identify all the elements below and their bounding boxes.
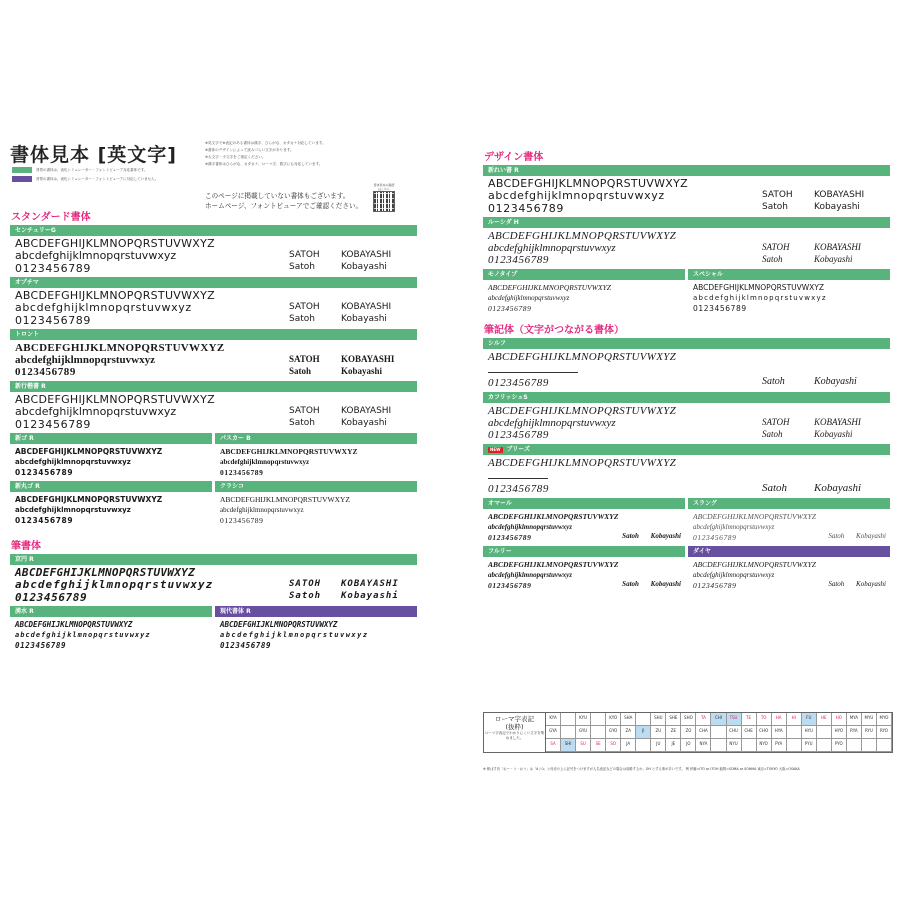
font-slang [688,498,890,546]
font-label: ダイヤ [688,546,890,557]
romaji-cell: JU [651,739,666,752]
sample-upper: ABCDEFGHIJKLMNOPQRSTUVWXYZ [15,495,163,504]
romaji-cell: JO [681,739,696,752]
notes [205,140,420,168]
font-sample [483,228,890,269]
romaji-cell [787,739,802,752]
romaji-cell: SHU [651,713,666,726]
font-sample [483,280,685,317]
romaji-cell: SHE [666,713,681,726]
name-mixed: Satoh [828,532,845,540]
font-sample [483,176,890,217]
romaji-desc: ローマ字表記でわかりにくい文字を集めました。 [484,731,545,740]
section-title: 筆記体（文字がつながる書体） [484,325,624,336]
sample-digits: 0123456789 [220,516,264,525]
sample-digits: 0123456789 [488,483,549,495]
romaji-cell: SHO [681,713,696,726]
romaji-cell: RYA [847,726,862,739]
font-sample [10,392,417,433]
standard-section [10,208,417,654]
romaji-cell: SA [546,739,561,752]
qr-label: 書体見本の確認はこちら [373,183,395,191]
sample-lower: abcdefghijklmnopqrstuvwxyz [15,506,131,514]
sample-names [289,353,417,379]
sample-upper: ABCDEFGHIJKLMNOPQRSTUVWXYZ [693,560,816,569]
sample-lower: abcdefghijklmnopqrstuvwxyz [220,631,369,639]
font-label: モノタイプ [483,269,685,280]
font-sample [483,509,685,546]
notice-line: このページに掲載していない書体もございます。 [205,192,350,200]
romaji-cell: CHI [711,713,726,726]
name-mixed: Satoh [289,418,315,428]
font-fleury [483,546,685,594]
sample-upper: ABCDEFGHIJKLMNOPQRSTUVWXYZ [693,512,816,521]
sample-names [762,241,890,267]
romaji-cell: ZU [651,726,666,739]
name-mixed: Satoh [762,482,788,494]
green-swatch [12,167,32,173]
romaji-cell: RYO [877,726,892,739]
section-title: デザイン書体 [484,152,544,163]
name-upper: KOBAYASHI [814,190,865,200]
font-sample [10,492,212,529]
romaji-cell: SHI [561,739,576,752]
sample-digits: 0123456789 [693,581,737,590]
name-mixed: Kobayashi [341,366,383,376]
name-mixed: Kobayashi [341,314,387,324]
romaji-cell [787,726,802,739]
font-label: ルーシダ H [483,217,890,228]
font-sample [688,509,890,546]
sample-upper: ABCDEFGHIJKLMNOPQRSTUVWXYZ [220,495,351,504]
name-upper: KOBAYASHI [341,354,395,364]
sample-digits: 0123456789 [693,304,747,313]
sample-digits: 0123456789 [15,314,91,327]
sample-digits: 0123456789 [15,418,91,431]
sample-lower: abcdefghijklmnopqrstuvwxyz [15,405,177,418]
romaji-cell: NYO [757,739,772,752]
romaji-cell: SHA [621,713,636,726]
sample-lower: abcdefghijklmnopqrstuvwxyz [15,458,131,466]
purple-swatch [12,176,32,182]
font-pascal [215,433,417,481]
name-upper: KOBAYASHI [341,406,392,416]
sample-lower: abcdefghijklmnopqrstuvwxyz [488,523,573,531]
font-sample [215,492,417,529]
name-mixed: Satoh [762,376,785,387]
sample-names [289,249,417,275]
romaji-cell: TA [696,713,711,726]
sample-upper: ABCDEFGHIJKLMNOPQRSTUVWXYZ [15,237,215,250]
font-sample [10,340,417,381]
romaji-cell: HO [832,713,847,726]
sample-upper: ABCDEFGHIJKLMNOPQRSTUVWXYZ [488,230,677,242]
romaji-cell: JE [666,739,681,752]
font-sample [10,617,212,654]
name-mixed: Satoh [289,591,322,601]
sample-digits: 0123456789 [488,581,532,590]
sample-lower: abcdefghijklmnopqrstuvwxyz [15,354,155,366]
half-row [483,269,890,317]
romaji-cell: NYU [727,739,742,752]
sample-digits: 0123456789 [220,468,264,477]
sample-lower: abcdefghijklmnopqrstuvwxyz [488,417,616,429]
font-label: 新丸ゴ R [10,481,212,492]
font-diamond [688,546,890,594]
sample-lower: abcdefghijklmnopqrstuvwxyz [488,242,616,254]
font-sample [483,455,890,498]
sample-upper: ABCDEFGHIJKLMNOPQRSTUVWXYZ [15,289,215,302]
sample-digits: 0123456789 [488,533,532,542]
font-label: シルフ [483,338,890,349]
sample-inline [488,580,685,591]
design-section [483,148,890,594]
sample-inline [488,532,685,543]
romaji-subtitle: (抜粋) [505,723,524,731]
romaji-cell: CHE [742,726,757,739]
font-sample [688,557,890,594]
romaji-cell: SO [606,739,621,752]
font-sample [10,236,417,277]
romaji-table [483,712,893,753]
romaji-cell: HYO [832,726,847,739]
name-mixed: Kobayashi [856,532,886,540]
font-sample [483,349,890,392]
font-sample [215,617,417,654]
sample-upper: ABCDEFGHIJKLMNOPQRSTUVWXYZ [15,620,133,629]
sample-digits: 0123456789 [15,468,74,477]
font-caflish [483,392,890,444]
legend-text: 背景の書体は、表札シミュレーター・フォントビューア対応書体です。 [36,167,148,172]
romaji-title-text: ローマ字表記 [495,715,534,723]
name-upper: SATOH [289,250,320,260]
name-upper: KOBAYASHI [814,242,861,252]
romaji-cell: JI [636,726,651,739]
name-mixed: Kobayashi [341,591,399,601]
name-mixed: Kobayashi [856,580,886,588]
romaji-cell [561,713,576,726]
sample-names [289,301,417,327]
font-shinreisho [483,165,890,217]
romaji-cell: HE [817,713,832,726]
romaji-cell: RYU [862,726,877,739]
sample-names [289,405,417,431]
name-mixed: Satoh [622,580,639,588]
sample-digits: 0123456789 [693,533,737,542]
sample-upper: ABCDEFGHIJKLMNOPQRSTUVWXYZ [220,620,338,629]
note: ※英文字で※表記のある書体は漢字、ひらがな、カタカナ対応しています。 [205,141,326,145]
sample-inline [693,532,890,543]
romaji-cell [817,739,832,752]
sample-lower: abcdefghijklmnopqrstuvwxyz [15,301,192,314]
sample-digits: 0123456789 [488,377,549,389]
font-label: 新れい書 R [483,165,890,176]
font-label: 湧水 R [10,606,212,617]
half-row [10,481,417,529]
romaji-cell: KYA [546,713,561,726]
romaji-title [484,713,546,752]
sample-upper: ABCDEFGHIJKLMNOPQRSTUVWXYZ [488,512,619,521]
name-upper: SATOH [289,579,322,589]
romaji-cell: SU [576,739,591,752]
font-label: オプチマ [10,277,417,288]
font-yusui [10,606,212,654]
font-label: 現代書体 R [215,606,417,617]
sample-digits: 0123456789 [15,262,91,275]
name-mixed: Satoh [828,580,845,588]
name-mixed: Kobayashi [650,532,681,540]
name-upper: SATOH [289,406,320,416]
sample-lower: abcdefghijklmnopqrstuvwxyz [693,571,775,579]
romaji-cell: TE [742,713,757,726]
font-sample [483,557,685,594]
sample-lower: abcdefghijklmnopqrstuvwxyz [220,458,310,466]
sample-lower-script [488,473,548,479]
sample-inline [693,580,890,591]
name-upper: KOBAYASHI [341,579,399,589]
sample-names [289,578,417,604]
romaji-cell: FU [802,713,817,726]
sample-lower: abcdefghijklmnopqrstuvwxyz [15,578,214,591]
sample-upper: ABCDEFGHIJKLMNOPQRSTUVWXYZ [15,566,195,579]
romaji-cell [561,726,576,739]
name-upper: SATOH [762,242,790,252]
legend-row-unsupported [12,175,158,183]
romaji-cell: GYO [606,726,621,739]
name-mixed: Satoh [289,262,315,272]
font-label: 新行楷書 R [10,381,417,392]
half-row [483,498,890,546]
font-label: スラング [688,498,890,509]
font-toronto [10,329,417,381]
font-label: オマール [483,498,685,509]
sample-upper: ABCDEFGHIJKLMNOPQRSTUVWXYZ [488,351,677,363]
romaji-cell: GYU [576,726,591,739]
sample-lower: abcdefghijklmnopqrstuvwxyz [220,506,304,514]
name-mixed: Satoh [762,254,783,264]
font-label: トロント [10,329,417,340]
half-row [483,546,890,594]
romaji-cell [591,726,606,739]
section-title: 筆書体 [11,541,41,552]
font-label [483,444,890,455]
legend-text: 背景の書体は、表札シミュレーター・フォントビューアに対応していません。 [36,176,159,181]
sample-upper: ABCDEFGHIJKLMNOPQRSTUVWXYZ [220,447,358,456]
romaji-cell: HA [772,713,787,726]
font-shingo [10,433,212,481]
romaji-cell: MYU [862,713,877,726]
name-mixed: Satoh [762,202,788,212]
font-label: クラシコ [215,481,417,492]
sample-lower: abcdefghijklmnopqrstuvwxyz [488,571,573,579]
sample-lower: abcdefghijklmnopqrstuvwxyz [15,249,177,262]
romaji-cell: HYU [802,726,817,739]
romaji-cell: JA [621,739,636,752]
romaji-footnote: ※ 伸ばす音「おー・う・おう」は「ō / ū」と母音の上に記号をつけますが人名表記などの場合は省略するか、OH とする事が多いです。 例 伊藤=ITO or ITOH 稲岡=SOMA or SOHMA 東京=TOKYO 大阪=OSAKA [483,767,800,771]
sample-upper: ABCDEFGHIJKLMNOPQRSTUVWXYZ [15,447,163,456]
romaji-cell: PYU [802,739,817,752]
romaji-cell: CHU [727,726,742,739]
font-sample [10,288,417,329]
romaji-cell [847,739,862,752]
font-label: 新ゴ R [10,433,212,444]
sample-lower: abcdefghijklmnopqrstuvwxyz [488,294,570,302]
romaji-cell: CHA [696,726,711,739]
romaji-cell: CHO [757,726,772,739]
half-row [10,433,417,481]
romaji-cell: TSU [727,713,742,726]
sample-digits: 0123456789 [488,202,564,215]
sample-upper: ABCDEFGHIJKLMNOPQRSTUVWXYZ [488,405,677,417]
name-mixed: Satoh [762,429,783,439]
name-mixed: Kobayashi [814,482,862,494]
romaji-cell: PYA [772,739,787,752]
romaji-cell: KYU [576,713,591,726]
sample-names [762,189,890,215]
notice-line: ホームページ、フォントビューアでご確認ください。 [205,202,363,210]
sample-names [762,416,890,442]
sample-names [762,376,890,390]
sample-digits: 0123456789 [15,591,88,604]
color-legend [12,166,158,184]
sample-names [762,482,890,496]
romaji-cell: MYO [877,713,892,726]
name-upper: SATOH [289,354,320,364]
romaji-cell [742,739,757,752]
sample-upper: ABCDEFGHIJKLMNOPQRSTUVWXYZ [15,393,215,406]
sample-digits: 0123456789 [15,366,76,378]
romaji-cell: HI [787,713,802,726]
sample-digits: 0123456789 [488,254,549,266]
romaji-cell [591,713,606,726]
name-mixed: Kobayashi [814,376,857,387]
font-special [688,269,890,317]
font-century-g [10,225,417,277]
section-title: スタンダード書体 [11,212,91,223]
font-optima [10,277,417,329]
sample-lower: abcdefghijklmnopqrstuvwxyz [693,523,775,531]
font-label: スペシャル [688,269,890,280]
sample-lower: abcdefghijklmnopqrstuvwxyz [15,631,151,639]
page-title: 書体見本 [英文字] [10,144,177,166]
name-mixed: Kobayashi [814,254,853,264]
font-label: フルリー [483,546,685,557]
font-classico [215,481,417,529]
font-kyoen [10,554,417,606]
name-upper: KOBAYASHI [814,417,861,427]
romaji-cell [817,726,832,739]
name-mixed: Kobayashi [814,429,853,439]
name-mixed: Kobayashi [341,262,387,272]
sample-upper: ABCDEFGHIJKLMNOPQRSTUVWXYZ [693,283,825,292]
note: ※大文字・小文字をご指定ください。 [205,155,266,159]
name-upper: SATOH [289,302,320,312]
sample-upper: ABCDEFGHIJKLMNOPQRSTUVWXYZ [488,457,677,469]
sample-upper: ABCDEFGHIJKLMNOPQRSTUVWXYZ [15,342,225,354]
name-mixed: Satoh [289,314,315,324]
name-mixed: Kobayashi [650,580,681,588]
font-label: 京円 R [10,554,417,565]
font-breeze [483,444,890,498]
sample-lower: abcdefghijklmnopqrstuvwxyz [488,189,665,202]
name-upper: SATOH [762,190,793,200]
romaji-cell: PYO [832,739,847,752]
romaji-cell [711,739,726,752]
sample-upper: ABCDEFGHIJKLMNOPQRSTUVWXYZ [488,177,688,190]
font-sample [10,444,212,481]
romaji-cell: KYO [606,713,621,726]
sample-upper: ABCDEFGHIJKLMNOPQRSTUVWXYZ [488,283,611,292]
name-mixed: Satoh [622,532,639,540]
name-upper: SATOH [762,417,790,427]
name-mixed: Satoh [289,366,312,376]
sample-lower-script [488,367,578,373]
font-sample [483,403,890,444]
romaji-cell [877,739,892,752]
note: ※書体のデザインによって読みづらい文字があります。 [205,148,294,152]
font-gendai [215,606,417,654]
romaji-cell: SE [591,739,606,752]
font-omar [483,498,685,546]
romaji-cell [862,739,877,752]
font-shingyosho [10,381,417,433]
romaji-cell: ZO [681,726,696,739]
font-label: センチュリーG [10,225,417,236]
name-upper: KOBAYASHI [341,250,392,260]
romaji-cell: ZE [666,726,681,739]
sample-digits: 0123456789 [488,304,532,313]
sample-digits: 0123456789 [488,429,549,441]
romaji-cell: GYA [546,726,561,739]
font-sample [215,444,417,481]
note: ※漢字書体はひらがな、カタカナ、ローマ字、数字にも対応しています。 [205,162,323,166]
romaji-grid [546,713,892,752]
romaji-cell: HYA [772,726,787,739]
font-sylph [483,338,890,392]
romaji-cell [636,713,651,726]
font-lucida [483,217,890,269]
font-label-text: ブリーズ [506,446,530,453]
new-badge: NEW [490,446,501,452]
sample-digits: 0123456789 [15,641,67,650]
sample-lower: abcdefghijklmnopqrstuvwxyz [693,294,827,302]
name-mixed: Kobayashi [341,418,387,428]
name-mixed: Kobayashi [814,202,860,212]
sample-digits: 0123456789 [220,641,272,650]
font-monotype [483,269,685,317]
font-sample [10,565,417,606]
font-label: カフリッシュS [483,392,890,403]
romaji-cell [636,739,651,752]
romaji-cell [711,726,726,739]
name-upper: KOBAYASHI [341,302,392,312]
font-shinmarugo [10,481,212,529]
font-label: パスカー B [215,433,417,444]
sample-upper: ABCDEFGHIJKLMNOPQRSTUVWXYZ [488,560,619,569]
font-sample [688,280,890,317]
romaji-cell: NYA [696,739,711,752]
sample-digits: 0123456789 [15,516,74,525]
romaji-cell: MYA [847,713,862,726]
half-row [10,606,417,654]
legend-row-supported [12,166,158,174]
romaji-cell: ZA [621,726,636,739]
romaji-cell: TO [757,713,772,726]
